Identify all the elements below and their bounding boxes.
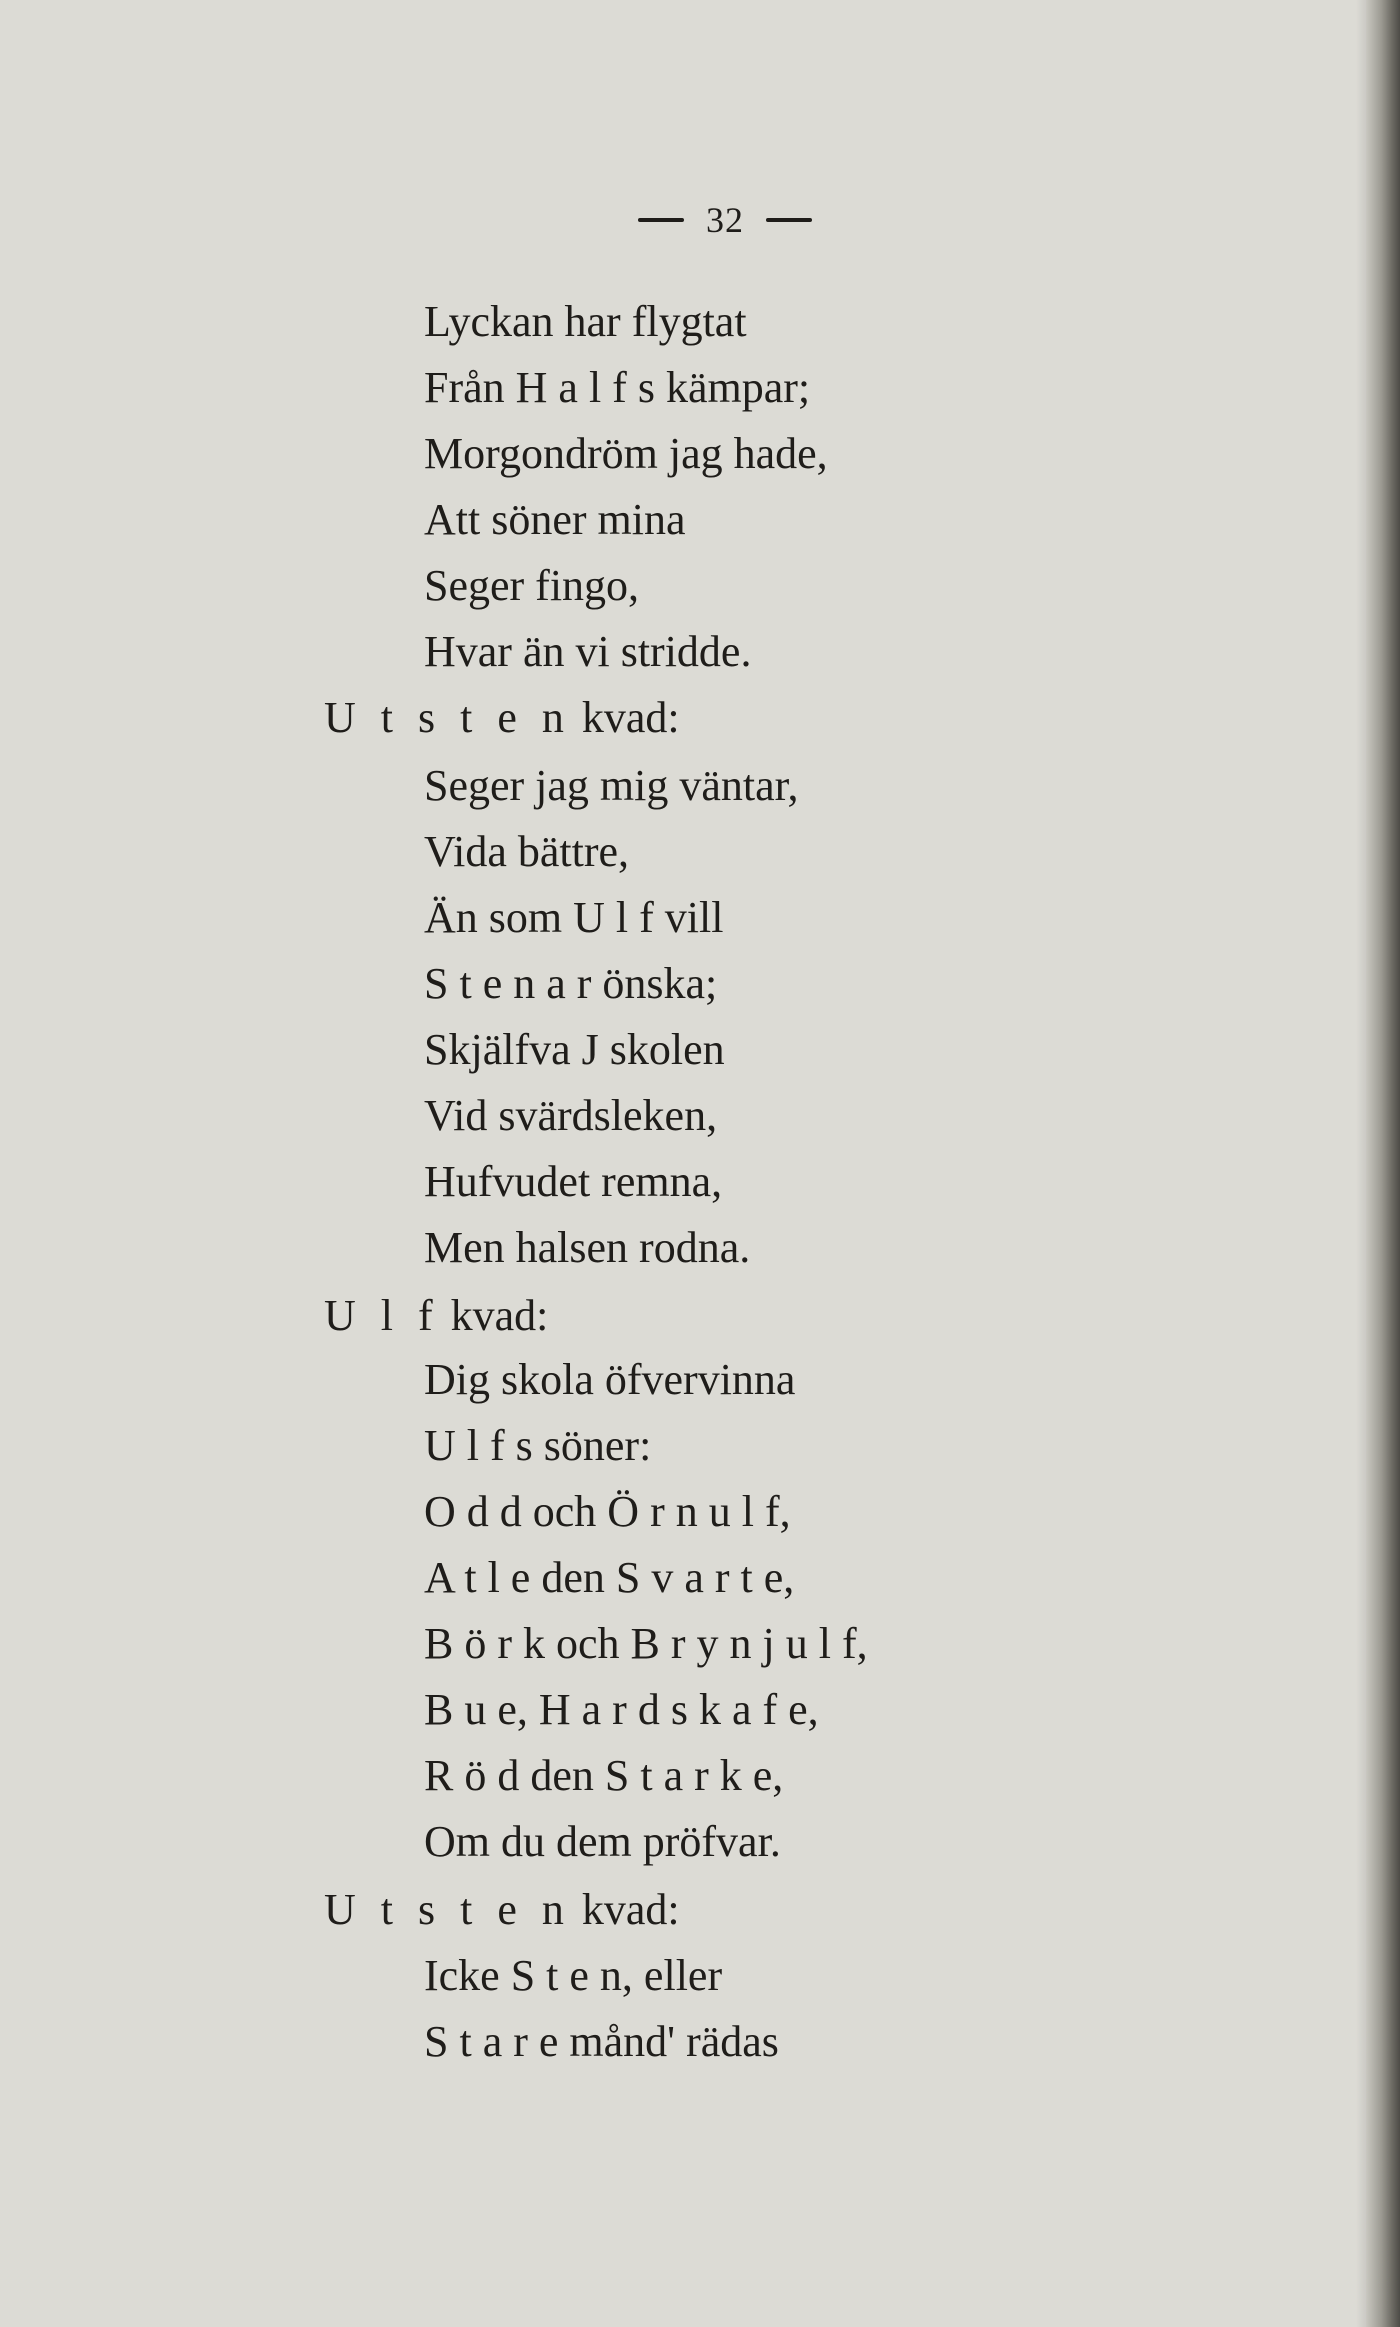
verse-line: Dig skola öfvervinna — [424, 1355, 796, 1404]
speaker-line — [324, 1284, 548, 1348]
verse-line: Seger jag mig väntar, — [424, 761, 799, 810]
verse-line: Seger fingo, — [424, 561, 640, 610]
verse-line: A t l e den S v a r t e, — [424, 1553, 795, 1602]
speaker-verb: kvad: — [581, 1885, 680, 1934]
verse-line: Lyckan har flygtat — [424, 297, 747, 346]
verse-line: Vida bättre, — [424, 827, 630, 876]
running-head — [600, 192, 850, 248]
verse-line: Skjälfva J skolen — [424, 1025, 725, 1074]
verse-line: Morgondröm jag hade, — [424, 429, 828, 478]
verse-line: Om du dem pröfvar. — [424, 1817, 781, 1866]
verse-line: S t a r e månd' rädas — [424, 2017, 779, 2066]
verse-line: Att söner mina — [424, 495, 686, 544]
verse-line: R ö d den S t a r k e, — [424, 1751, 784, 1800]
speaker-name: U l f — [324, 1291, 440, 1340]
page-edge — [1366, 0, 1400, 2327]
page-number: 32 — [706, 200, 744, 240]
left-dash — [638, 218, 684, 222]
speaker-line — [324, 686, 680, 750]
page-gutter-shadow — [1356, 0, 1366, 2327]
verse-line: Från H a l f s kämpar; — [424, 363, 811, 412]
verse-line: B ö r k och B r y n j u l f, — [424, 1619, 868, 1668]
verse-line: S t e n a r önska; — [424, 959, 718, 1008]
verse-line: Hufvudet remna, — [424, 1157, 723, 1206]
verse-line: U l f s söner: — [424, 1421, 652, 1470]
speaker-verb: kvad: — [581, 693, 680, 742]
verse-line: Än som U l f vill — [424, 893, 724, 942]
right-dash — [766, 218, 812, 222]
speaker-line — [324, 1878, 680, 1942]
verse-line: Hvar än vi stridde. — [424, 627, 752, 676]
verse-line: Icke S t e n, eller — [424, 1951, 723, 2000]
verse-line: B u e, H a r d s k a f e, — [424, 1685, 819, 1734]
poem-text — [0, 290, 1300, 2090]
verse-line: Vid svärdsleken, — [424, 1091, 718, 1140]
verse-line: O d d och Ö r n u l f, — [424, 1487, 791, 1536]
speaker-name: U t s t e n — [324, 1885, 571, 1934]
verse-line: Men halsen rodna. — [424, 1223, 751, 1272]
speaker-name: U t s t e n — [324, 693, 571, 742]
speaker-verb: kvad: — [450, 1291, 549, 1340]
